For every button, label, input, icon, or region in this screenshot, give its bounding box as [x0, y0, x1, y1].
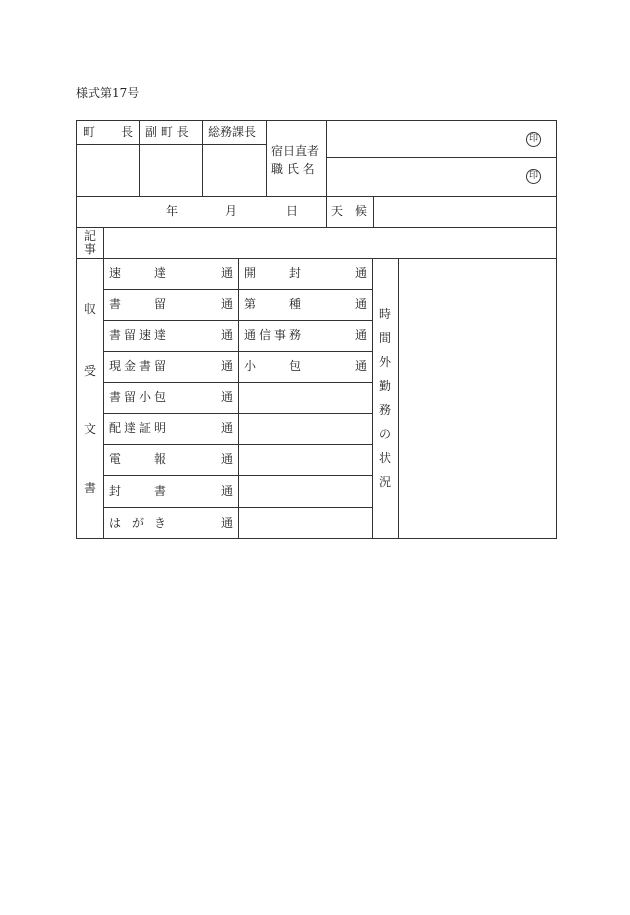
received-docs-char: 文	[84, 422, 97, 436]
mail-type-char: 務	[289, 328, 302, 342]
mail-type-char: 封	[289, 266, 302, 280]
mail-type-char: 書	[109, 328, 122, 342]
divider	[238, 258, 239, 539]
seal-icon: 印	[526, 132, 541, 147]
mail-type-char: 達	[124, 421, 137, 435]
divider	[76, 258, 557, 259]
header-general-affairs: 総務課長	[208, 125, 257, 139]
unit-label: 通	[221, 516, 234, 530]
mail-type-char: 速	[139, 328, 152, 342]
mail-type-char: 明	[154, 421, 167, 435]
overtime-label-char: 外	[378, 355, 391, 369]
divider	[326, 196, 327, 227]
mail-type-char: 開	[244, 266, 257, 280]
mail-type-char: 証	[139, 421, 152, 435]
divider	[202, 120, 203, 196]
mail-type-char: 報	[154, 452, 167, 466]
divider	[76, 144, 266, 145]
mail-type-char: 速	[109, 266, 122, 280]
unit-label: 通	[221, 297, 234, 311]
divider	[103, 475, 372, 476]
unit-label: 通	[221, 421, 234, 435]
month-label: 月	[225, 204, 238, 218]
received-docs-char: 収	[84, 302, 97, 316]
header-mayor-2: 長	[121, 125, 134, 139]
mail-type-char: き	[154, 516, 167, 530]
mail-type-char: 信	[259, 328, 272, 342]
divider	[103, 444, 372, 445]
unit-label: 通	[355, 359, 368, 373]
divider	[103, 351, 372, 352]
divider	[103, 227, 104, 258]
mail-type-char: 留	[124, 390, 137, 404]
mail-type-char: 配	[109, 421, 122, 435]
overtime-label-char: 勤	[378, 379, 391, 393]
mail-type-char: 留	[154, 297, 167, 311]
divider	[103, 382, 372, 383]
duty-officer-label: 宿日直者	[271, 144, 320, 158]
divider	[372, 258, 373, 539]
mail-type-char: 事	[274, 328, 287, 342]
overtime-label-char: 時	[378, 307, 391, 321]
mail-type-char: 第	[244, 297, 257, 311]
divider	[103, 320, 372, 321]
mail-type-char: 小	[244, 359, 257, 373]
unit-label: 通	[221, 266, 234, 280]
mail-type-char: 包	[289, 359, 302, 373]
divider	[326, 157, 557, 158]
mail-type-char: 留	[124, 328, 137, 342]
divider	[103, 289, 372, 290]
divider	[326, 120, 327, 196]
mail-type-char: 書	[109, 390, 122, 404]
unit-label: 通	[355, 328, 368, 342]
overtime-label-char: 務	[378, 403, 391, 417]
mail-type-char: 留	[154, 359, 167, 373]
form-number: 様式第17号	[76, 86, 140, 100]
divider	[266, 120, 267, 196]
received-docs-char: 受	[84, 364, 97, 378]
overtime-label-char: 状	[378, 451, 391, 465]
divider	[139, 120, 140, 196]
mail-type-char: 書	[154, 484, 167, 498]
mail-type-char: 書	[109, 297, 122, 311]
unit-label: 通	[221, 390, 234, 404]
weather-label: 天 候	[331, 204, 368, 218]
divider	[103, 413, 372, 414]
unit-label: 通	[221, 328, 234, 342]
divider	[76, 196, 557, 197]
header-deputy-mayor: 副 町 長	[145, 125, 189, 139]
mail-type-char: 達	[154, 266, 167, 280]
mail-type-char: 達	[154, 328, 167, 342]
mail-type-char: 電	[109, 452, 122, 466]
mail-type-char: は	[109, 516, 122, 530]
mail-type-char: 小	[139, 390, 152, 404]
mail-type-char: 金	[124, 359, 137, 373]
year-label: 年	[166, 204, 179, 218]
duty-name-label: 職 氏 名	[271, 162, 315, 176]
mail-type-char: 包	[154, 390, 167, 404]
divider	[398, 258, 399, 539]
unit-label: 通	[221, 484, 234, 498]
mail-type-char: 書	[139, 359, 152, 373]
unit-label: 通	[221, 452, 234, 466]
header-mayor-1: 町	[83, 125, 96, 139]
overtime-label-char: の	[378, 427, 391, 441]
unit-label: 通	[355, 266, 368, 280]
overtime-label-char: 況	[378, 475, 391, 489]
received-docs-char: 書	[84, 481, 97, 495]
seal-icon: 印	[526, 169, 541, 184]
divider	[103, 507, 372, 508]
divider	[373, 196, 374, 227]
mail-type-char: 現	[109, 359, 122, 373]
notes-label-1: 記	[84, 229, 97, 243]
divider	[103, 258, 104, 539]
mail-type-char: 封	[109, 484, 122, 498]
divider	[76, 227, 557, 228]
unit-label: 通	[355, 297, 368, 311]
mail-type-char: 通	[244, 328, 257, 342]
unit-label: 通	[221, 359, 234, 373]
mail-type-char: 種	[289, 297, 302, 311]
overtime-label-char: 間	[378, 331, 391, 345]
mail-type-char: が	[132, 516, 145, 530]
notes-label-2: 事	[84, 242, 97, 256]
day-label: 日	[286, 204, 299, 218]
